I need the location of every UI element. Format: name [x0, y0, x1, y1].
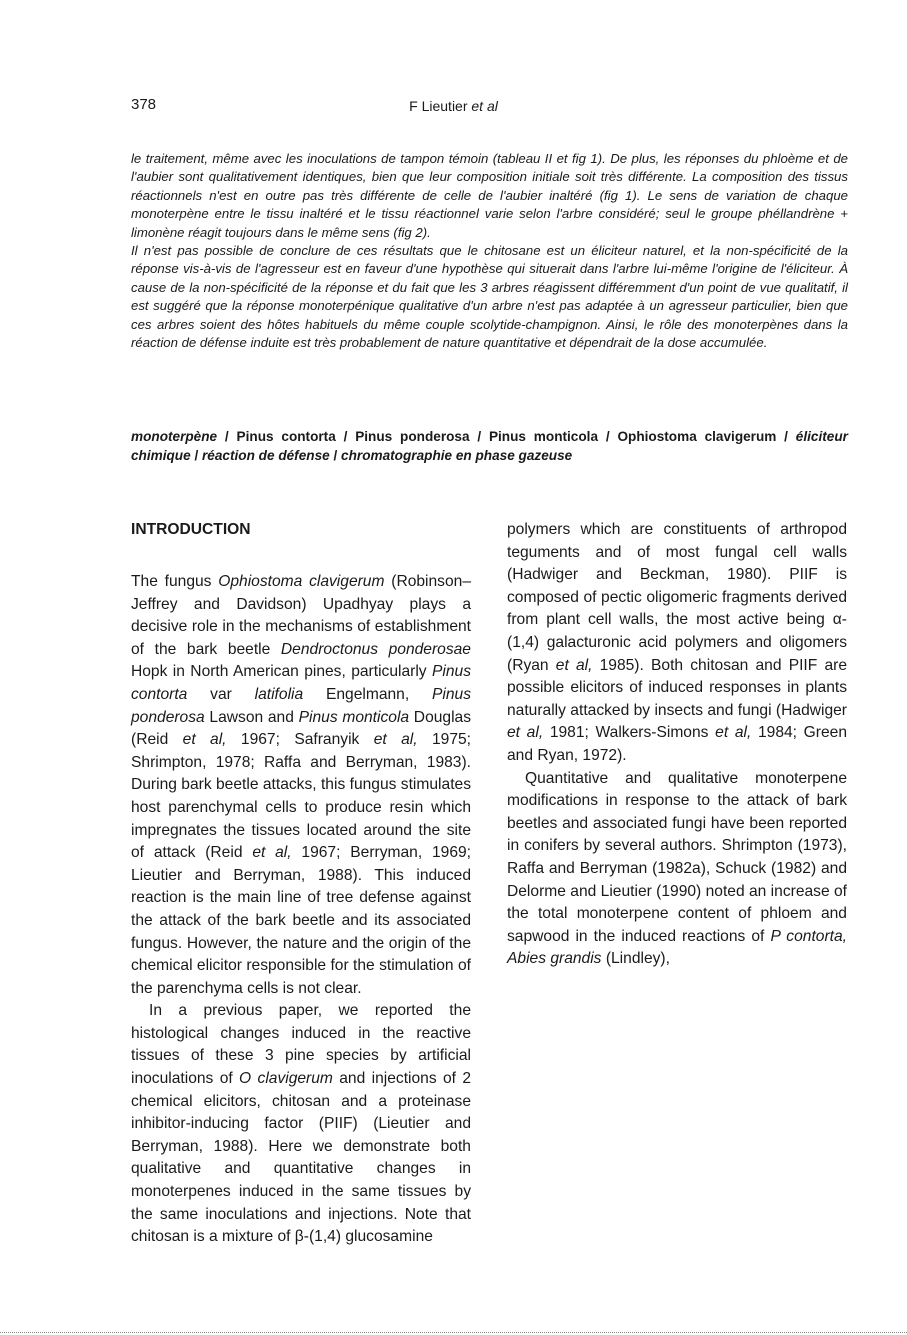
left-column: [131, 519, 471, 1249]
citation-etal: et al,: [715, 724, 752, 742]
intro-paragraph-2: [131, 1000, 471, 1249]
keyword-separator: /: [335, 429, 356, 444]
section-heading-introduction: INTRODUCTION: [131, 521, 251, 538]
citation-etal: et al,: [252, 844, 292, 862]
keyword: chromatographie en phase gazeuse: [341, 447, 573, 463]
species-name: Pinus monticola: [298, 708, 410, 726]
keyword: Pinus contorta: [236, 429, 336, 444]
french-abstract: [131, 150, 848, 352]
abstract-paragraph-2: Il n'est pas possible de conclure de ces résultats que le chitosane est un éliciteur naturel, et la non-spécificité de la réponse vis-à-vis de l'agresseur est en faveur d'une hypothèse qui situerait dans l'arbre lui-même l'origine de l'éliciteur. À cause de la non-spécificité de la réponse et du fait que les 3 arbres réagissent différemment d'un point de vue qualitatif, il est suggéré que la réponse monoterpénique qualitative d'un arbre n'est pas adaptée à un agresseur particulier, bien que ces arbres soient des hôtes habituels du même couple scolytide-champignon. Ainsi, le rôle des monoterpènes dans la réaction de défense induite est très probablement de nature quantitative et dépendrait de la dose accumulée.: [131, 243, 848, 351]
species-name: Pinus ponderosa: [131, 685, 472, 726]
text-run: Hopk in North American pines, particularly: [131, 663, 432, 681]
text-run: Engelmann,: [303, 685, 432, 703]
keyword-separator: /: [469, 429, 489, 444]
keyword-separator: /: [329, 447, 342, 463]
species-name: Ophiostoma clavigerum: [218, 573, 385, 590]
text-run: 1981; Walkers-Simons: [543, 724, 716, 742]
keyword: Ophiostoma clavigerum: [617, 429, 777, 444]
species-name: O clavigerum: [239, 1070, 333, 1088]
text-run: (Lindley),: [601, 950, 670, 968]
keyword: éliciteur chimique: [131, 429, 848, 463]
citation-etal: et al,: [182, 731, 227, 749]
keyword-separator: /: [776, 429, 796, 444]
running-head-etal: et al: [471, 98, 498, 114]
intro-paragraph-2-continued: [507, 519, 847, 768]
running-head-author: F Lieutier: [409, 98, 468, 114]
citation-etal: et al,: [373, 731, 418, 749]
text-run: 1967; Berryman, 1969; Lieutier and Berryman, 1988). This induced reaction is the main line of tree defense against the attack of the bark beetle and its associated fungus. However, the nature and the origin of the chemical elicitor responsible for the stimulation of the parenchyma cells is not clear.: [131, 844, 472, 997]
keyword: Pinus ponderosa: [355, 429, 470, 444]
keywords: [131, 428, 848, 465]
intro-paragraph-1: [131, 571, 471, 1000]
text-run: 1984; Green and Ryan, 1972).: [507, 724, 848, 764]
right-column: [507, 519, 847, 971]
page-bottom-border: [0, 1332, 907, 1333]
keyword: monoterpène: [131, 429, 218, 444]
text-run: Quantitative and qualitative monoterpene modifications in response to the attack of bark beetles and associated fungi have been reported in conifers by several authors. Shrimpton (1973), Raffa and Berryman (1982a), Schuck (1982) and Delorme and Lieutier (1990) noted an increase of the total monoterpene content of phloem and sapwood in the induced reactions of: [507, 769, 847, 945]
species-name: Pinus contorta: [131, 663, 471, 703]
intro-paragraph-3: [507, 768, 847, 971]
species-name: latifolia: [254, 685, 304, 703]
keyword-separator: /: [190, 447, 203, 463]
keyword-separator: /: [598, 429, 618, 444]
text-run: polymers which are constituents of arthropod teguments and of most fungal cell walls (Hadwiger and Beckman, 1980). PIIF is composed of pectic oligomeric fragments derived from plant cell walls, the most active being α-(1,4) galacturonic acid polymers and oligomers (Ryan: [507, 521, 847, 674]
text-run: The fungus: [131, 573, 219, 590]
keyword-separator: /: [217, 429, 237, 444]
text-run: Lawson and: [204, 708, 299, 726]
page-number: 378: [131, 96, 157, 113]
citation-etal: et al,: [507, 724, 544, 742]
abstract-paragraph-1: le traitement, même avec les inoculations de tampon témoin (tableau II et fig 1). De plus, les réponses du phloème et de l'aubier sont qualitativement identiques, bien que leur composition initiale soit très différente. La composition des tissus réactionnels n'est en outre pas très différente de celle de l'aubier inaltéré (fig 1). Le sens de variation de chaque monoterpène entre le tissu inaltéré et le tissu réactionnel varie selon l'arbre considéré; seul le groupe phéllandrène + limonène réagit toujours dans le même sens (fig 2).: [131, 151, 848, 240]
text-run: var: [187, 685, 255, 703]
text-run: (Robinson–Jeffrey and Davidson) Upadhyay plays a decisive role in the mechanisms of establishment of the bark beetle: [131, 573, 472, 658]
text-run: Douglas (Reid: [131, 708, 472, 749]
text-run: and injections of 2 chemical elicitors, chitosan and a proteinase inhibitor-inducing factor (PIIF) (Lieutier and Berryman, 1988). Here we demonstrate both qualitative and quantitative changes in monoterpenes induced in the same tissues by the same inoculations and injections. Note that chitosan is a mixture of β-(1,4) glucosamine: [131, 1070, 471, 1246]
keyword: Pinus monticola: [488, 429, 599, 444]
citation-etal: et al,: [555, 656, 593, 674]
text-run: 1967; Safranyik: [226, 731, 374, 749]
species-name: P contorta, Abies grandis: [507, 927, 847, 968]
keyword: réaction de défense: [202, 447, 330, 463]
text-run: 1985). Both chitosan and PIIF are possible elicitors of induced responses in plants naturally attacked by insects and fungi (Hadwiger: [507, 656, 848, 719]
text-run: In a previous paper, we reported the histological changes induced in the reactive tissues of these 3 pine species by artificial inoculations of: [131, 1002, 471, 1088]
species-name: Dendroctonus ponderosae: [280, 640, 471, 658]
running-head: [0, 98, 907, 114]
text-run: 1975; Shrimpton, 1978; Raffa and Berryman, 1983). During bark beetle attacks, this fungus stimulates host parenchymal cells to produce resin which impregnates the tissues located around the site of attack (Reid: [131, 731, 472, 862]
